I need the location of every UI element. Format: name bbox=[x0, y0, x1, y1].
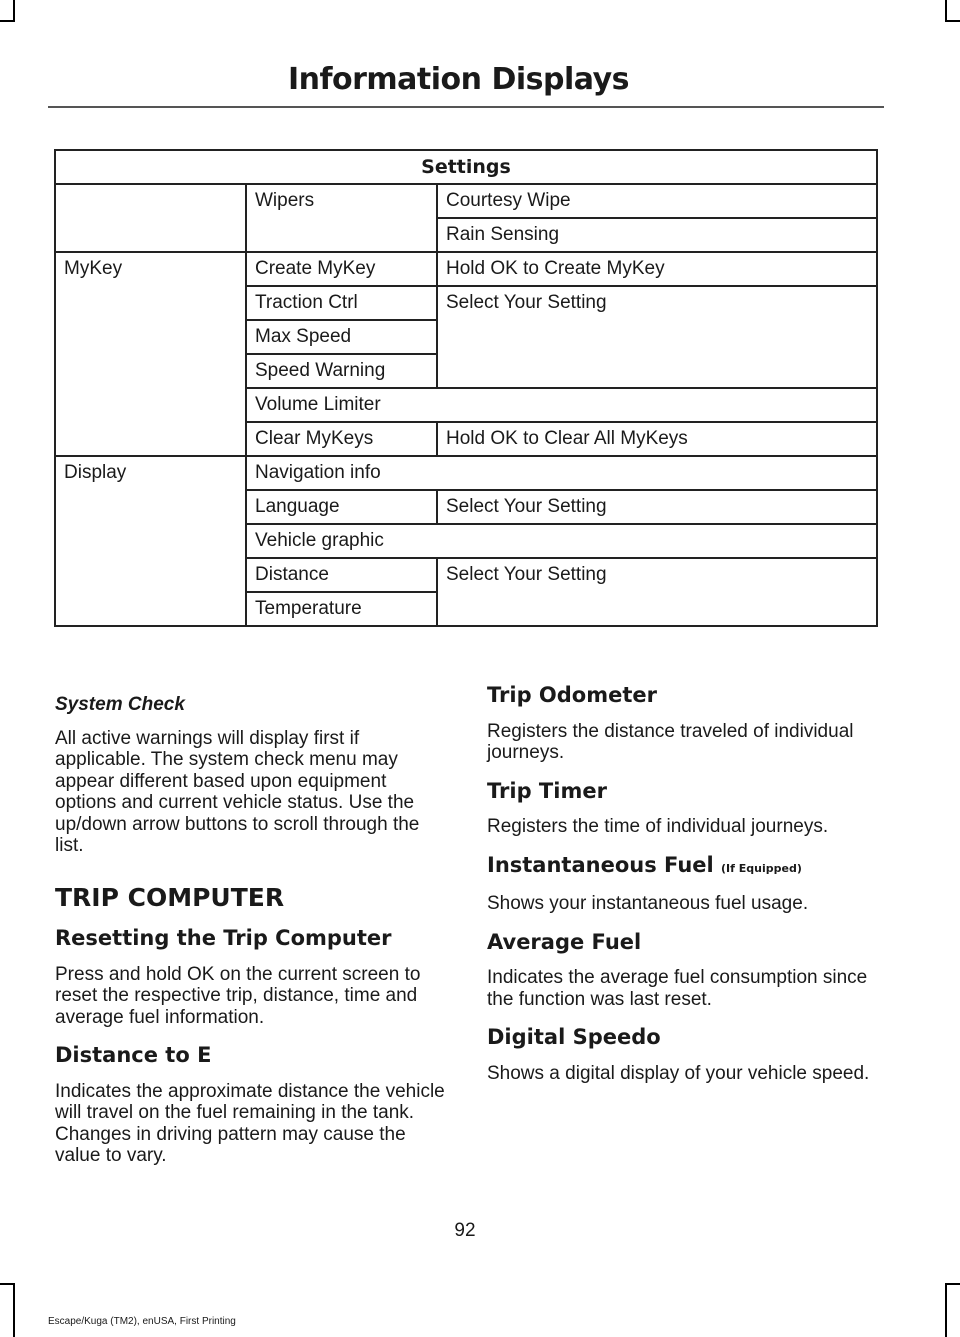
system-check-text: All active warnings will display first if applicable. The system check menu may appear different based upon equipment options and current vehicle status. Use the up/down arrow buttons to scroll through the list. bbox=[55, 727, 420, 856]
digital-speedo-text: Shows a digital display of your vehicle speed. bbox=[487, 1062, 870, 1084]
page-header bbox=[48, 60, 884, 108]
average-fuel-text: Indicates the average fuel consumption since the function was last reset. bbox=[487, 967, 868, 1010]
page-number: 92 bbox=[454, 1220, 476, 1241]
crop-mark bbox=[945, 20, 960, 22]
table-cell: Select Your Setting bbox=[437, 286, 877, 388]
crop-mark bbox=[0, 1283, 15, 1285]
footer-text: Escape/Kuga (TM2), enUSA, First Printing bbox=[48, 1316, 236, 1327]
table-cell: Hold OK to Create MyKey bbox=[437, 252, 877, 286]
table-cell: Clear MyKeys bbox=[246, 422, 437, 456]
table-cell: Create MyKey bbox=[246, 252, 437, 286]
crop-mark bbox=[13, 1283, 15, 1337]
table-row bbox=[55, 252, 877, 286]
digital-speedo-heading: Digital Speedo bbox=[487, 1025, 661, 1049]
instantaneous-fuel-heading bbox=[487, 852, 882, 880]
crop-mark bbox=[945, 1283, 960, 1285]
table-cell: Vehicle graphic bbox=[246, 524, 877, 558]
table-cell: Language bbox=[246, 490, 437, 524]
right-column bbox=[487, 682, 882, 1084]
table-row bbox=[55, 456, 877, 490]
table-cell: Speed Warning bbox=[246, 354, 437, 388]
average-fuel-heading: Average Fuel bbox=[487, 929, 642, 954]
table-cell: Rain Sensing bbox=[437, 218, 877, 252]
crop-mark bbox=[0, 20, 15, 22]
system-check-heading: System Check bbox=[55, 694, 185, 715]
table-cell: Traction Ctrl bbox=[246, 286, 437, 320]
table-cell: Volume Limiter bbox=[246, 388, 877, 422]
page-title: Information Displays bbox=[287, 62, 629, 97]
instantaneous-fuel-title: Instantaneous Fuel bbox=[487, 852, 714, 877]
table-title: Settings bbox=[55, 150, 877, 184]
trip-computer-heading: TRIP COMPUTER bbox=[55, 882, 285, 912]
table-cell: Max Speed bbox=[246, 320, 437, 354]
table-cell: Courtesy Wipe bbox=[437, 184, 877, 218]
table-cell: Navigation info bbox=[246, 456, 877, 490]
table-cell: Select Your Setting bbox=[437, 490, 877, 524]
table-cell: Distance bbox=[246, 558, 437, 592]
table-cell: Hold OK to Clear All MyKeys bbox=[437, 422, 877, 456]
settings-table bbox=[54, 149, 878, 627]
table-cell: Display bbox=[55, 456, 246, 626]
trip-timer-text: Registers the time of individual journeys. bbox=[487, 816, 829, 837]
trip-odometer-text: Registers the distance traveled of individual journeys. bbox=[487, 720, 854, 763]
table-cell: Temperature bbox=[246, 592, 437, 626]
table-cell bbox=[55, 184, 246, 252]
crop-mark bbox=[945, 0, 947, 22]
if-equipped-note: (If Equipped) bbox=[721, 861, 802, 875]
distance-to-e-heading: Distance to E bbox=[55, 1043, 212, 1067]
resetting-heading: Resetting the Trip Computer bbox=[55, 926, 392, 950]
distance-to-e-text: Indicates the approximate distance the vehicle will travel on the fuel remaining in the tank. Changes in driving pattern may cause the value to vary. bbox=[55, 1080, 445, 1166]
table-row bbox=[55, 184, 877, 218]
instantaneous-fuel-text: Shows your instantaneous fuel usage. bbox=[487, 893, 809, 914]
left-column bbox=[55, 682, 450, 1167]
table-cell: Select Your Setting bbox=[437, 558, 877, 626]
trip-timer-heading: Trip Timer bbox=[487, 778, 607, 803]
resetting-text: Press and hold OK on the current screen to reset the respective trip, distance, time and average fuel information. bbox=[55, 963, 421, 1028]
table-cell: MyKey bbox=[55, 252, 246, 456]
table-cell: Wipers bbox=[246, 184, 437, 252]
crop-mark bbox=[13, 0, 15, 22]
crop-mark bbox=[945, 1283, 947, 1337]
trip-odometer-heading: Trip Odometer bbox=[487, 683, 657, 707]
